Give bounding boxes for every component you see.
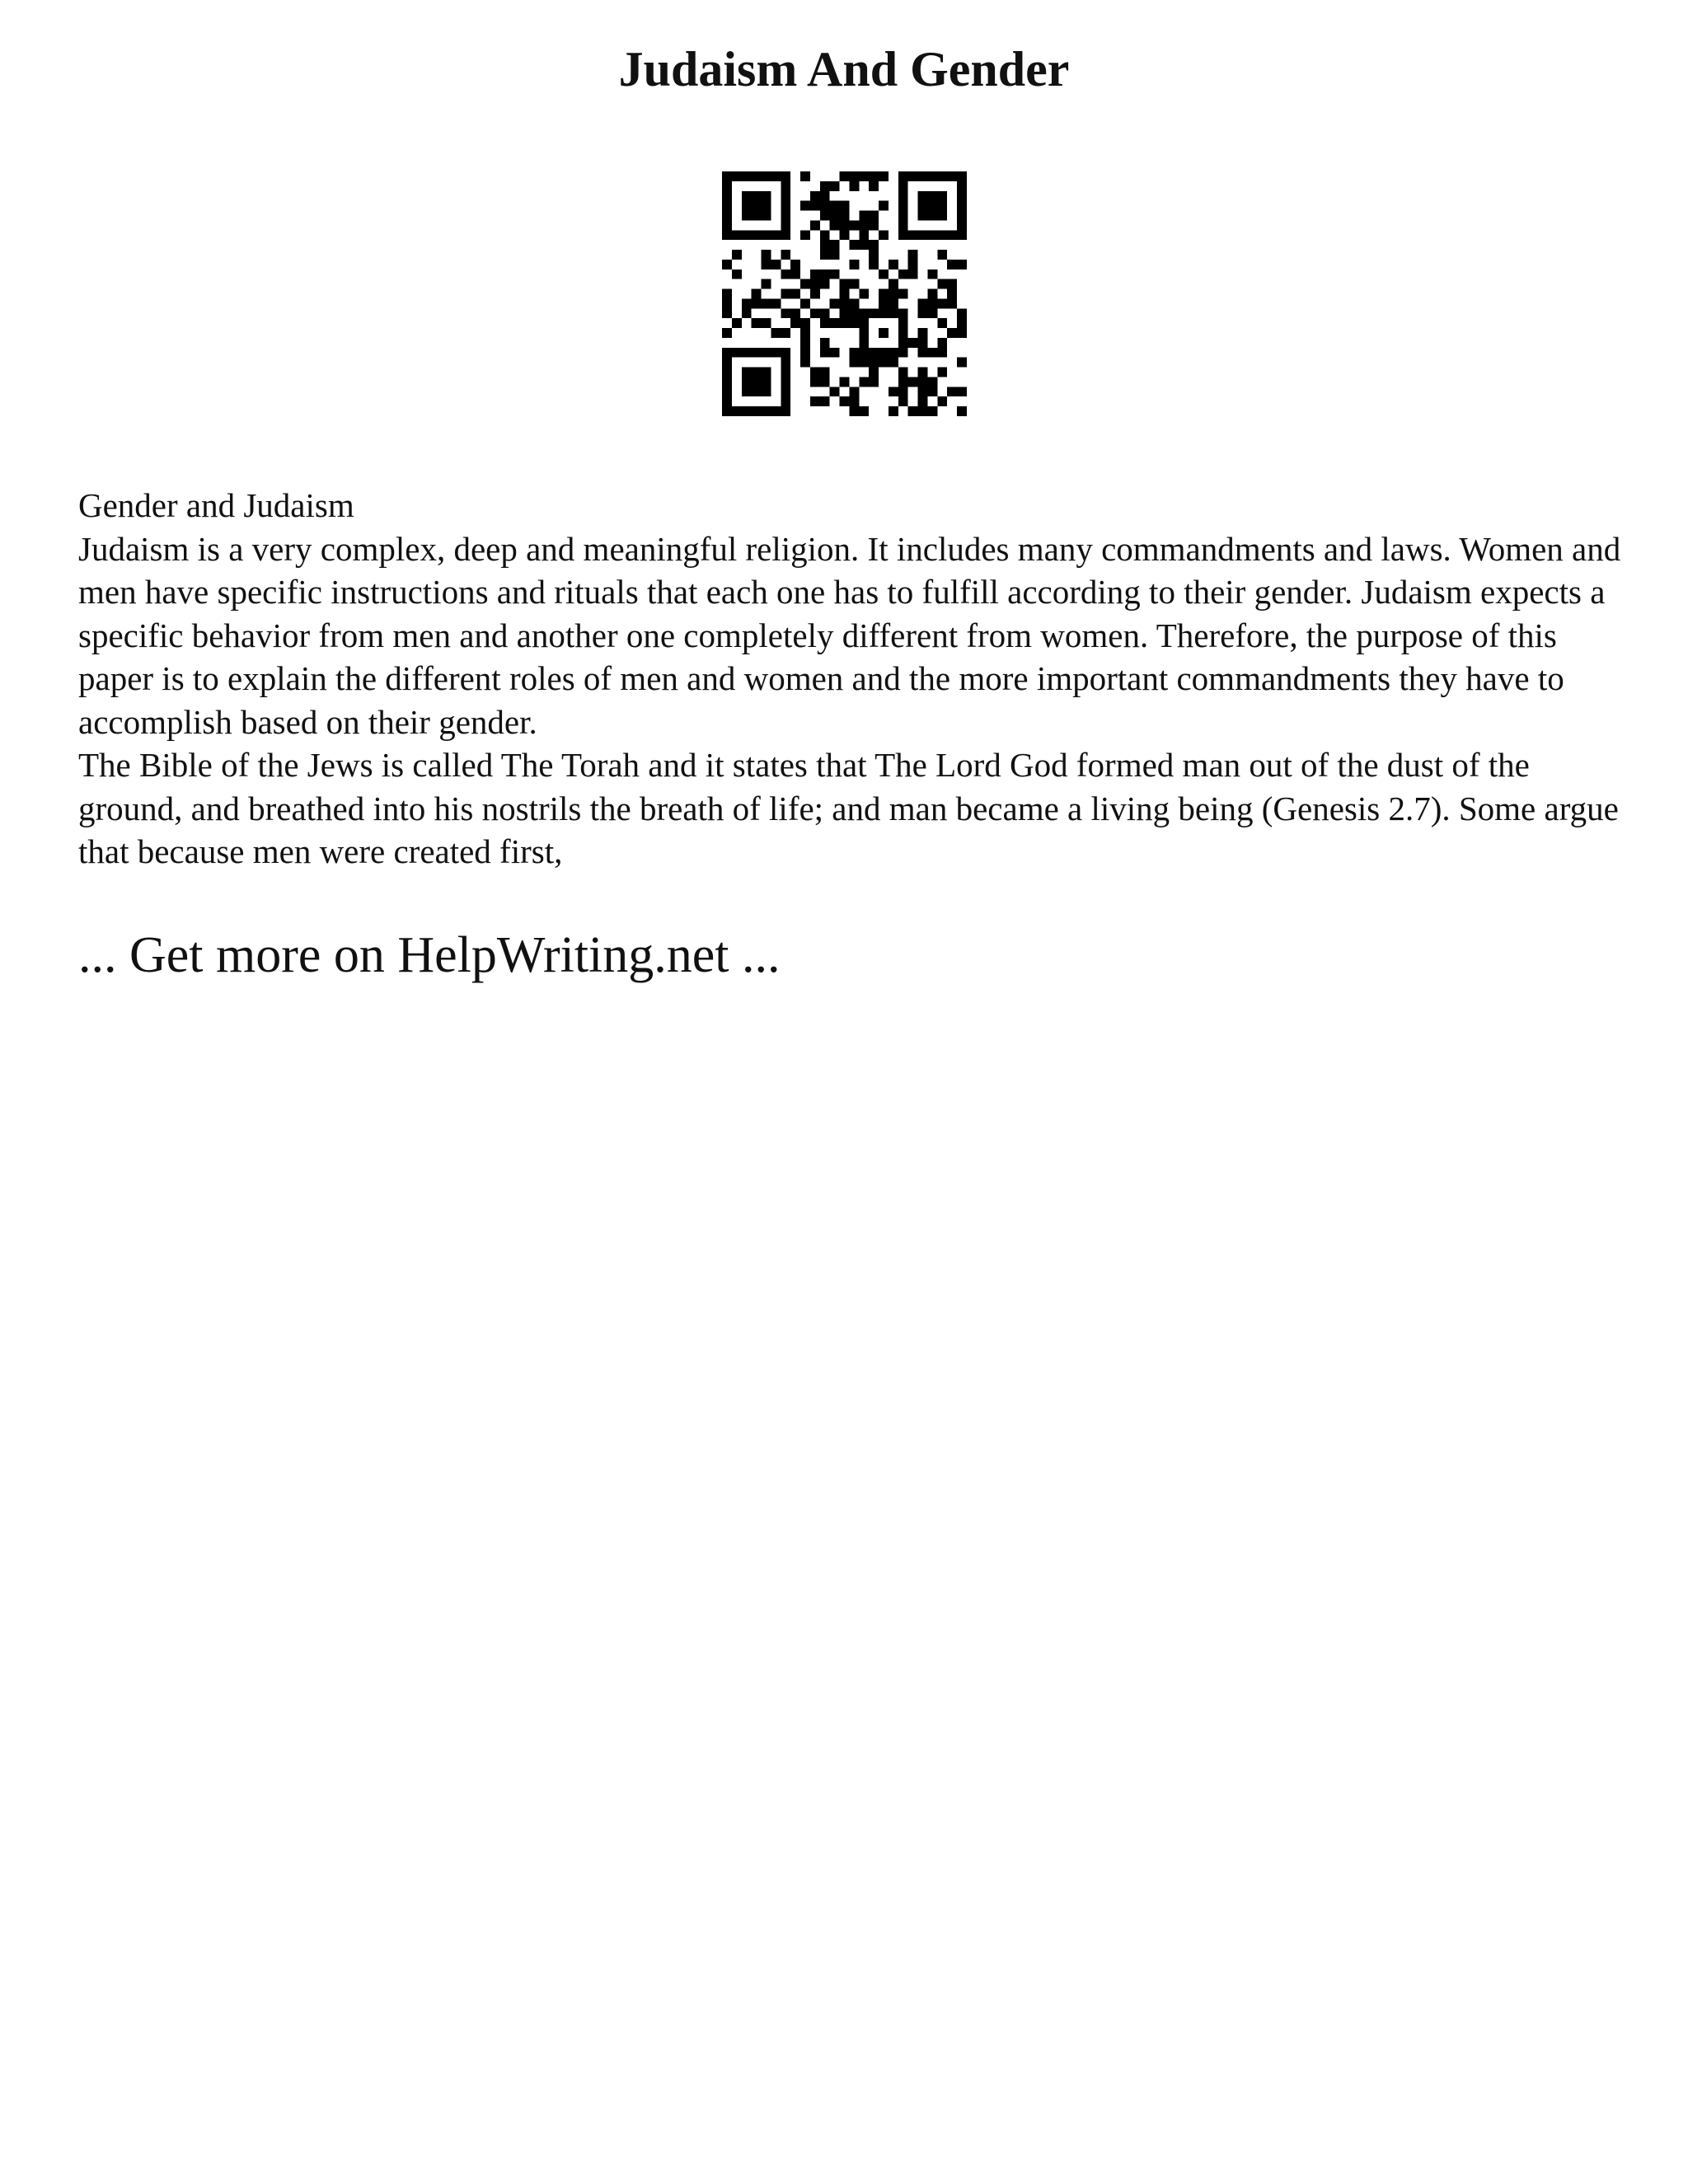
get-more-link[interactable]: ... Get more on HelpWriting.net ... <box>78 927 781 983</box>
document-body <box>78 484 1628 874</box>
document-subtitle: Gender and Judaism <box>78 486 354 524</box>
qr-code-icon <box>722 171 967 416</box>
body-paragraph: Judaism is a very complex, deep and meaningful religion. It includes many commandments and laws. Women and men have specific instructions and rituals that each one has to fulfill according to their gender. Judaism expects a specific behavior from men and another one completely different from women. Therefore, the purpose of this paper is to explain the different roles of men and women and the more important commandments they have to accomplish based on their gender. <box>78 529 1621 741</box>
body-paragraph: The Bible of the Jews is called The Torah and it states that The Lord God formed man out of the dust of the ground, and breathed into his nostrils the breath of life; and man became a living being (Genesis 2.7). Some argue that because men were created first, <box>78 746 1619 870</box>
page-title: Judaism And Gender <box>618 42 1070 96</box>
qr-code-graphic <box>722 171 967 416</box>
